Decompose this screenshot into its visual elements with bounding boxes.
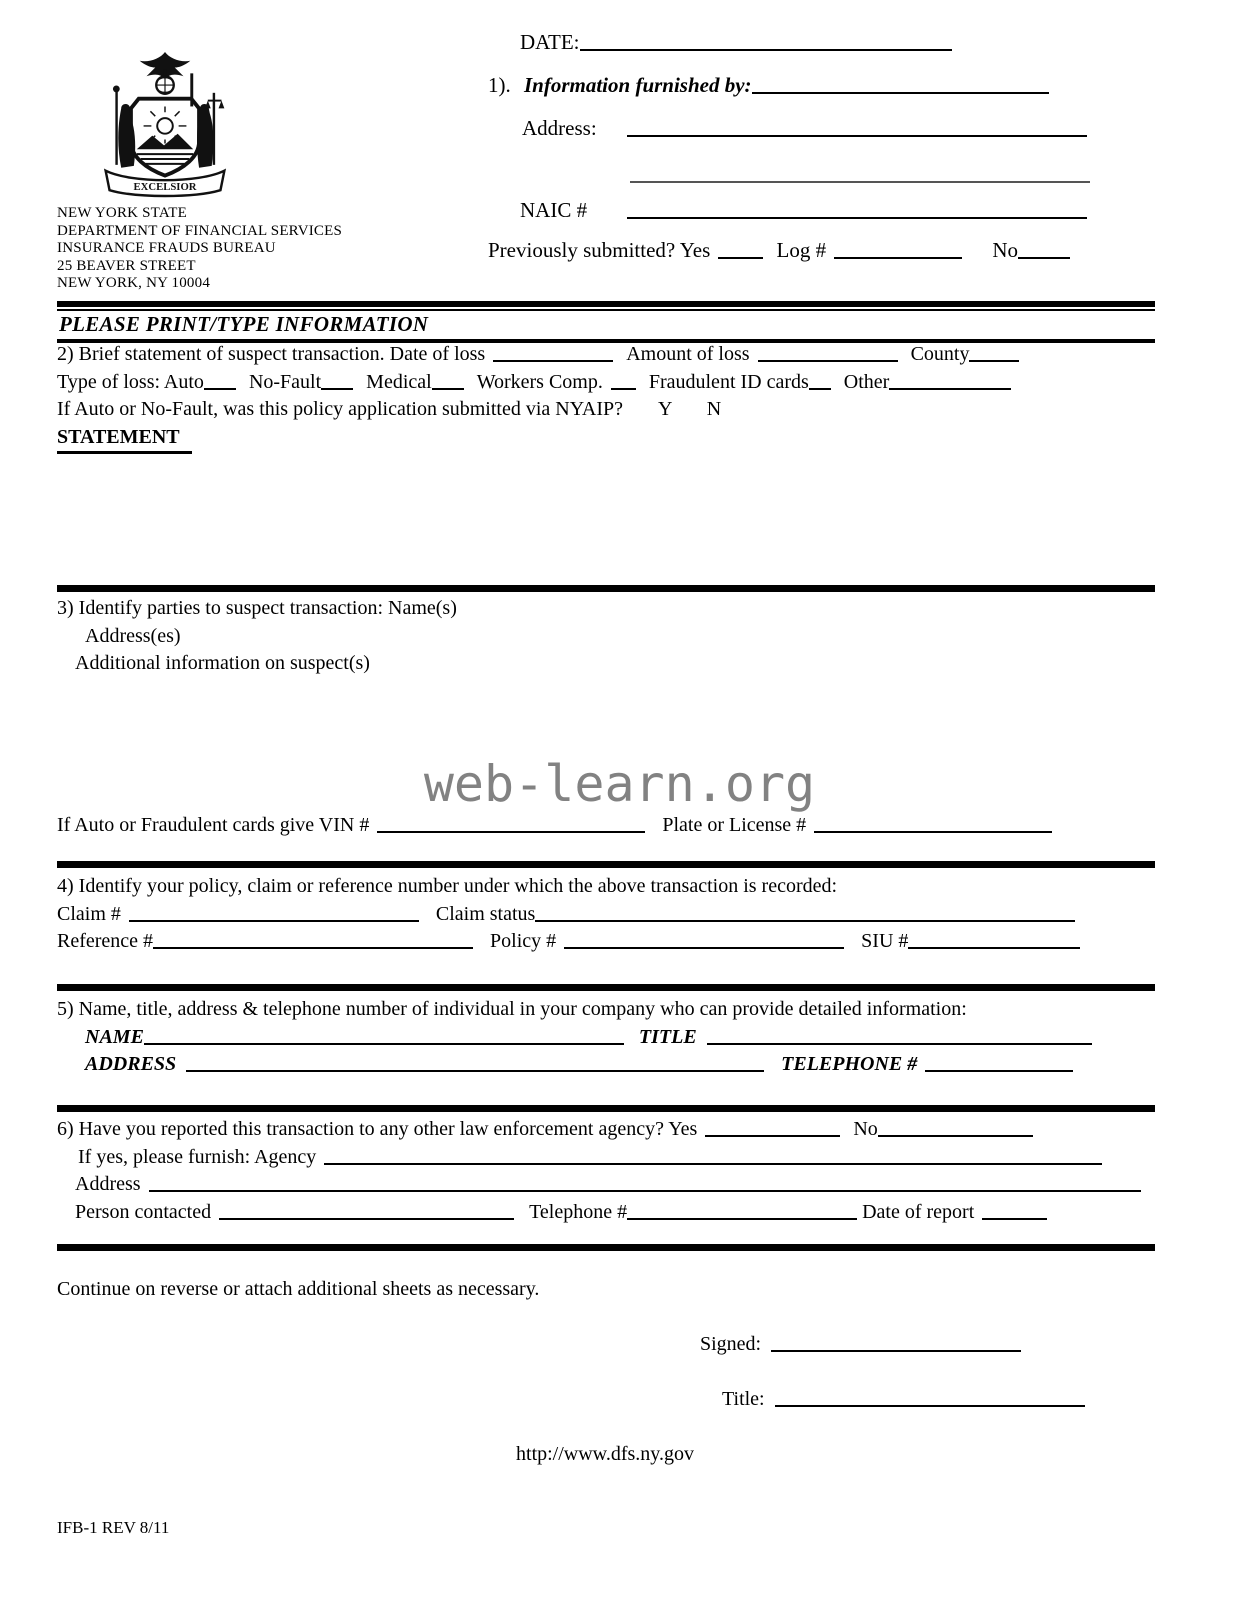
- section5-line3: [57, 1051, 1155, 1079]
- section3-line2: Address(es): [85, 624, 181, 647]
- section5-intro: 5) Name, title, address & telephone number of individual in your company who can provide detailed information:: [57, 998, 967, 1020]
- contact-address-label: ADDRESS: [85, 1053, 177, 1075]
- furnished-by-row: [488, 73, 1049, 98]
- address-row: [488, 116, 1087, 141]
- ny-state-seal-graphic: [92, 48, 238, 198]
- contact-telephone-fill-line[interactable]: [925, 1068, 1073, 1072]
- date-fill-line[interactable]: [580, 47, 952, 51]
- statement-write-area[interactable]: [57, 454, 1155, 584]
- section3-line1: 3) Identify parties to suspect transaction: Name(s): [57, 597, 457, 619]
- claim-status-fill-line[interactable]: [535, 918, 1075, 922]
- address-fill-line-1[interactable]: [627, 133, 1087, 137]
- form-number: IFB-1 REV 8/11: [57, 1518, 170, 1537]
- section6-question: 6) Have you reported this transaction to any other law enforcement agency? Yes: [57, 1118, 698, 1140]
- section-6: [57, 1116, 1155, 1226]
- date-of-report-fill-line[interactable]: [982, 1216, 1047, 1220]
- reported-no-fill-line[interactable]: [878, 1133, 1033, 1137]
- contact-name-label: NAME: [85, 1025, 144, 1048]
- contact-title-fill-line[interactable]: [707, 1041, 1092, 1045]
- agency-line-4: 25 BEAVER STREET: [57, 257, 196, 274]
- contact-name-fill-line[interactable]: [144, 1041, 624, 1045]
- naic-row: [488, 198, 1087, 223]
- vin-label: If Auto or Fraudulent cards give VIN #: [57, 814, 370, 836]
- ny-state-seal: [92, 48, 238, 198]
- date-of-report-label: Date of report: [862, 1200, 975, 1223]
- watermark: web-learn.org: [423, 755, 816, 813]
- nyaip-yes-option[interactable]: Y: [658, 398, 672, 420]
- title-fill-line[interactable]: [775, 1403, 1085, 1407]
- section4-line3: [57, 928, 1155, 956]
- county-label: County: [910, 343, 970, 365]
- seal-motto: EXCELSIOR: [133, 181, 197, 194]
- agency-address-fill-line[interactable]: [149, 1188, 1141, 1192]
- reference-number-label: Reference #: [57, 930, 154, 952]
- siu-number-label: SIU #: [861, 930, 909, 952]
- county-fill-line[interactable]: [969, 358, 1019, 362]
- statement-label: STATEMENT: [57, 424, 192, 455]
- section5-line2: [57, 1024, 1155, 1052]
- agency-line-3: INSURANCE FRAUDS BUREAU: [57, 240, 276, 257]
- dfs-url: http://www.dfs.ny.gov: [516, 1443, 694, 1465]
- agency-address-label: Address: [75, 1173, 141, 1195]
- agency-telephone-label: Telephone #: [529, 1200, 628, 1223]
- no-fault-fill-line[interactable]: [321, 386, 353, 390]
- agency-line-1: NEW YORK STATE: [57, 205, 187, 221]
- agency-telephone-fill-line[interactable]: [627, 1216, 857, 1220]
- no-fault-label: No-Fault: [248, 370, 322, 393]
- amount-of-loss-label: Amount of loss: [626, 343, 750, 365]
- furnished-by-label: Information furnished by:: [524, 73, 752, 97]
- plate-fill-line[interactable]: [814, 829, 1052, 833]
- date-row: [488, 30, 952, 55]
- furnished-by-fill-line[interactable]: [752, 90, 1049, 94]
- section2-line2: [57, 369, 1155, 397]
- section4-intro: 4) Identify your policy, claim or reference number under which the above transaction is recorded:: [57, 875, 838, 897]
- signed-fill-line[interactable]: [771, 1348, 1021, 1352]
- section2-line4: [57, 424, 1155, 455]
- address-label: Address:: [522, 116, 597, 140]
- contact-address-fill-line[interactable]: [186, 1068, 764, 1072]
- section-rule-3: [57, 984, 1155, 991]
- plate-label: Plate or License #: [662, 814, 807, 836]
- date-label: DATE:: [520, 30, 580, 54]
- section-rule-4: [57, 1105, 1155, 1112]
- naic-fill-line[interactable]: [627, 215, 1087, 219]
- contact-telephone-label: TELEPHONE #: [781, 1053, 918, 1075]
- nyaip-question: If Auto or No-Fault, was this policy application submitted via NYAIP?: [57, 398, 624, 420]
- agency-line-5: NEW YORK, NY 10004: [57, 275, 211, 292]
- log-label: Log #: [776, 238, 827, 262]
- medical-fill-line[interactable]: [432, 386, 464, 390]
- person-contacted-label: Person contacted: [75, 1200, 212, 1223]
- item1-number: 1).: [488, 73, 511, 97]
- section-4: [57, 873, 1155, 956]
- section6-line4: [57, 1199, 1155, 1227]
- section-rule-2: [57, 861, 1155, 868]
- type-of-loss-label: Type of loss: Auto: [57, 370, 204, 393]
- claim-number-label: Claim #: [57, 902, 121, 925]
- other-label: Other: [843, 370, 890, 393]
- title-row: [722, 1388, 1085, 1411]
- log-fill-line[interactable]: [834, 255, 962, 259]
- agency-furnish-label: If yes, please furnish: Agency: [78, 1145, 317, 1168]
- reported-yes-fill-line[interactable]: [705, 1133, 840, 1137]
- vin-row: [57, 814, 1155, 837]
- print-type-heading: PLEASE PRINT/TYPE INFORMATION: [59, 312, 429, 336]
- section4-line2: [57, 901, 1155, 929]
- policy-number-fill-line[interactable]: [564, 945, 844, 949]
- previously-label: Previously submitted? Yes: [488, 238, 711, 262]
- section2-line1: [57, 341, 1155, 369]
- amount-of-loss-fill-line[interactable]: [758, 358, 898, 362]
- claim-status-label: Claim status: [435, 902, 536, 925]
- signed-row: [700, 1333, 1021, 1356]
- reference-number-fill-line[interactable]: [153, 945, 473, 949]
- section-3: [57, 595, 1155, 678]
- yes-fill-line[interactable]: [718, 255, 763, 259]
- nyaip-no-option[interactable]: N: [706, 398, 722, 420]
- fraudulent-id-fill-line[interactable]: [809, 386, 831, 390]
- section3-line3: Additional information on suspect(s): [75, 652, 370, 674]
- siu-number-fill-line[interactable]: [908, 945, 1080, 949]
- address-fill-line-2[interactable]: [630, 181, 1090, 183]
- reported-no-label: No: [853, 1118, 878, 1140]
- continue-note: Continue on reverse or attach additional sheets as necessary.: [57, 1278, 540, 1300]
- section6-line1: [57, 1116, 1155, 1144]
- contact-title-label: TITLE: [638, 1025, 697, 1048]
- print-type-banner: [57, 301, 1155, 343]
- section2-intro: 2) Brief statement of suspect transaction. Date of loss: [57, 343, 486, 365]
- other-fill-line[interactable]: [889, 386, 1011, 390]
- agency-address-block: [57, 205, 342, 293]
- section-2: [57, 341, 1155, 584]
- vin-fill-line[interactable]: [377, 829, 645, 833]
- title-label: Title:: [722, 1388, 765, 1410]
- agency-line-2: DEPARTMENT OF FINANCIAL SERVICES: [57, 222, 343, 239]
- workers-comp-label: Workers Comp.: [476, 370, 603, 393]
- policy-number-label: Policy #: [490, 930, 557, 952]
- previously-submitted-row: [488, 238, 1070, 263]
- person-contacted-fill-line[interactable]: [219, 1216, 514, 1220]
- signed-label: Signed:: [700, 1333, 762, 1355]
- agency-fill-line[interactable]: [324, 1161, 1102, 1165]
- naic-label: NAIC #: [520, 198, 588, 222]
- claim-number-fill-line[interactable]: [129, 918, 419, 922]
- section2-line3: [57, 396, 1155, 424]
- no-label: No: [992, 238, 1019, 262]
- banner-top-rule: [57, 301, 1155, 307]
- section-rule-5: [57, 1244, 1155, 1251]
- section-5: [57, 996, 1155, 1079]
- no-fill-line[interactable]: [1018, 255, 1070, 259]
- date-of-loss-fill-line[interactable]: [493, 358, 613, 362]
- auto-fill-line[interactable]: [204, 386, 236, 390]
- section-rule-1: [57, 585, 1155, 592]
- section6-line2: [57, 1144, 1155, 1172]
- fraudulent-id-label: Fraudulent ID cards: [648, 370, 809, 393]
- workers-comp-fill-line[interactable]: [611, 386, 636, 390]
- medical-label: Medical: [366, 370, 432, 393]
- section6-line3: [57, 1171, 1155, 1199]
